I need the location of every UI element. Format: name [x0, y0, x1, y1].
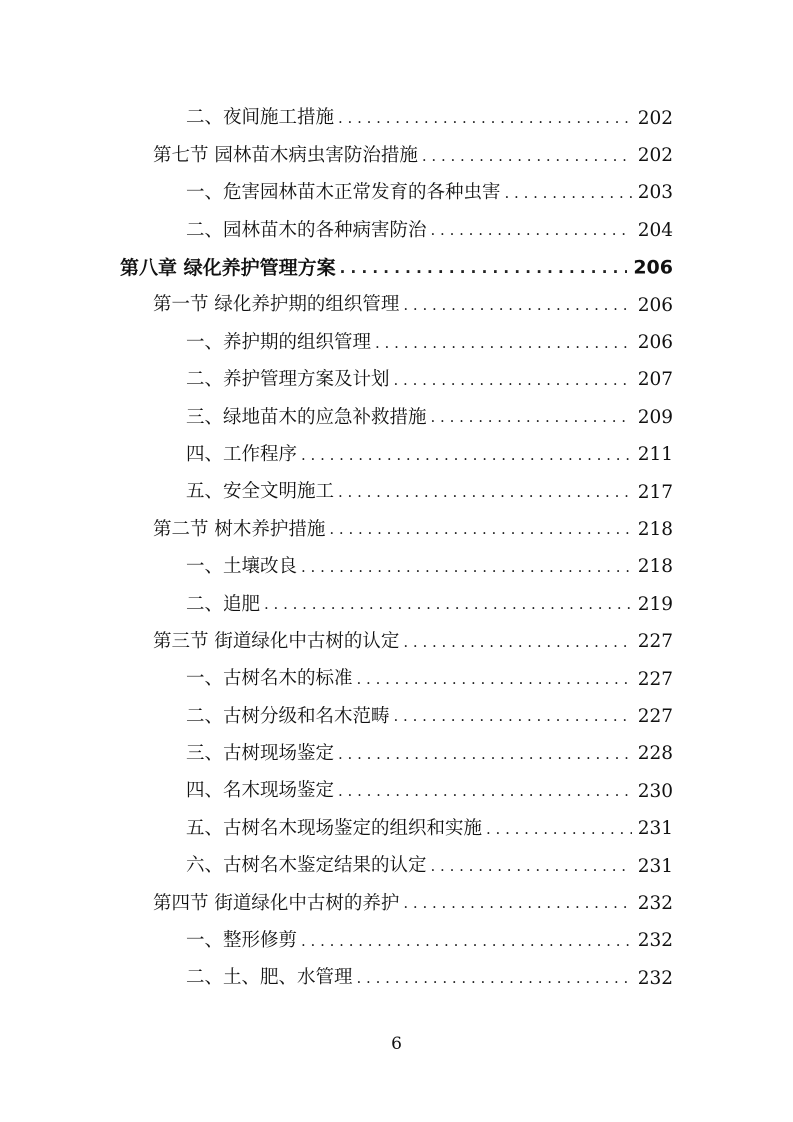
toc-entry[interactable]	[0, 362, 793, 399]
toc-entry[interactable]	[0, 137, 793, 174]
toc-entry[interactable]	[0, 960, 793, 997]
toc-entry-title: 二、土、肥、水管理	[186, 969, 357, 988]
toc-entry-page: 211	[632, 446, 673, 465]
table-of-contents	[0, 100, 793, 997]
toc-entry[interactable]	[0, 848, 793, 885]
toc-entry-page: 202	[632, 109, 673, 128]
dot-leader	[357, 971, 673, 986]
dot-leader	[357, 672, 673, 687]
toc-entry[interactable]	[0, 623, 793, 660]
toc-entry-page: 206	[632, 296, 673, 315]
dot-leader	[301, 448, 673, 463]
toc-entry[interactable]	[0, 324, 793, 361]
toc-entry-title: 二、追肥	[186, 596, 264, 615]
toc-entry[interactable]	[0, 661, 793, 698]
dot-leader	[301, 934, 673, 949]
toc-entry[interactable]	[0, 399, 793, 436]
toc-entry[interactable]	[0, 511, 793, 548]
toc-entry-page: 219	[632, 596, 673, 615]
toc-entry[interactable]	[0, 923, 793, 960]
dot-leader	[340, 261, 673, 276]
toc-entry-title: 第二节 树木养护措施	[153, 521, 329, 540]
toc-entry-page: 204	[632, 222, 673, 241]
toc-entry-page: 218	[632, 521, 673, 540]
toc-entry[interactable]	[0, 736, 793, 773]
toc-entry[interactable]	[0, 773, 793, 810]
toc-entry-page: 207	[632, 371, 673, 390]
toc-entry-title: 三、绿地苗木的应急补救措施	[186, 409, 431, 428]
toc-entry-title: 四、名木现场鉴定	[186, 782, 338, 801]
page-number: 6	[391, 1034, 402, 1054]
toc-entry-page: 209	[632, 409, 673, 428]
toc-entry-title: 一、土壤改良	[186, 558, 301, 577]
toc-entry-page: 231	[632, 820, 673, 839]
toc-entry-title: 一、养护期的组织管理	[186, 334, 375, 353]
toc-entry-title: 第四节 街道绿化中古树的养护	[153, 895, 403, 914]
toc-entry-page: 218	[632, 558, 673, 577]
toc-entry-title: 五、古树名木现场鉴定的组织和实施	[186, 820, 486, 839]
toc-entry[interactable]	[0, 100, 793, 137]
toc-entry-title: 五、安全文明施工	[186, 483, 338, 502]
toc-entry-title: 一、整形修剪	[186, 932, 301, 951]
toc-entry-page: 231	[632, 857, 673, 876]
toc-entry[interactable]	[0, 287, 793, 324]
toc-entry[interactable]	[0, 885, 793, 922]
toc-entry[interactable]	[0, 549, 793, 586]
toc-entry-title: 六、古树名木鉴定结果的认定	[186, 857, 431, 876]
toc-entry-page: 202	[632, 147, 673, 166]
dot-leader	[329, 522, 673, 537]
toc-entry-title: 第三节 街道绿化中古树的认定	[153, 633, 403, 652]
toc-entry-page: 203	[632, 184, 673, 203]
toc-entry-title: 二、古树分级和名木范畴	[186, 708, 394, 727]
toc-entry-title: 二、夜间施工措施	[186, 109, 338, 128]
toc-entry-title: 三、古树现场鉴定	[186, 745, 338, 764]
dot-leader	[338, 747, 673, 762]
dot-leader	[375, 336, 673, 351]
toc-entry-title: 第七节 园林苗木病虫害防治措施	[153, 147, 422, 166]
toc-entry-title: 一、危害园林苗木正常发育的各种虫害	[186, 184, 505, 203]
dot-leader	[338, 111, 673, 126]
toc-entry[interactable]	[0, 175, 793, 212]
toc-entry-title: 二、养护管理方案及计划	[186, 371, 394, 390]
toc-entry[interactable]	[0, 698, 793, 735]
toc-entry-page: 206	[627, 259, 673, 278]
toc-entry-page: 228	[632, 745, 673, 764]
toc-entry-title: 一、古树名木的标准	[186, 670, 357, 689]
toc-entry-page: 232	[632, 932, 673, 951]
toc-entry-page: 227	[632, 708, 673, 727]
toc-entry-page: 232	[632, 895, 673, 914]
toc-entry[interactable]	[0, 437, 793, 474]
toc-chapter-entry[interactable]	[0, 250, 793, 287]
toc-entry-page: 217	[632, 483, 673, 502]
toc-entry[interactable]	[0, 212, 793, 249]
toc-entry-page: 230	[632, 782, 673, 801]
toc-entry[interactable]	[0, 586, 793, 623]
toc-entry-page: 232	[632, 969, 673, 988]
toc-entry-title: 第八章 绿化养护管理方案	[120, 259, 340, 278]
dot-leader	[264, 597, 673, 612]
dot-leader	[338, 784, 673, 799]
toc-entry-title: 二、园林苗木的各种病害防治	[186, 222, 431, 241]
toc-entry-page: 206	[632, 334, 673, 353]
toc-entry[interactable]	[0, 474, 793, 511]
dot-leader	[301, 560, 673, 575]
toc-entry[interactable]	[0, 810, 793, 847]
toc-entry-page: 227	[632, 633, 673, 652]
toc-entry-page: 227	[632, 670, 673, 689]
dot-leader	[338, 485, 673, 500]
toc-entry-title: 四、工作程序	[186, 446, 301, 465]
toc-entry-title: 第一节 绿化养护期的组织管理	[153, 296, 403, 315]
